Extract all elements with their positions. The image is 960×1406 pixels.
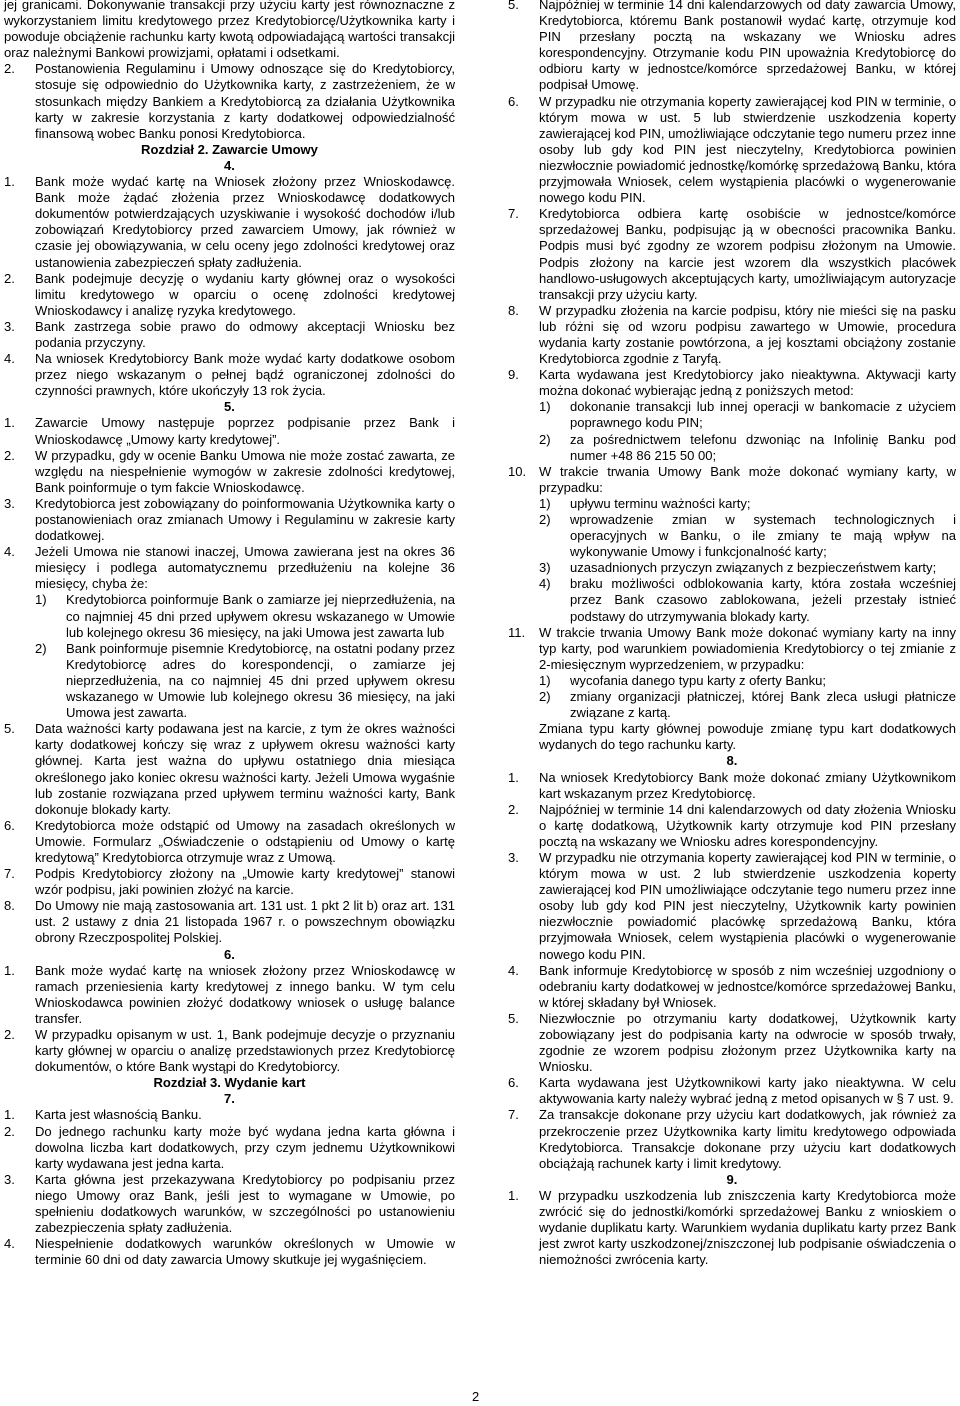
item-number: 5. bbox=[4, 721, 15, 737]
item-number: 2) bbox=[539, 689, 551, 705]
sub-point bbox=[508, 399, 956, 431]
numbered-item bbox=[508, 206, 956, 303]
item-number: 2. bbox=[4, 447, 15, 463]
sub-point bbox=[508, 512, 956, 560]
item-number: 2. bbox=[4, 1027, 15, 1042]
item-number: 2. bbox=[4, 61, 15, 77]
numbered-item bbox=[4, 61, 455, 141]
item-text: Karta jest własnością Banku. bbox=[35, 1107, 202, 1123]
item-number: 7. bbox=[4, 866, 15, 882]
item-text: Karta wydawana jest Użytkownikowi karty jako nieaktywna. W celu aktywowania karty należy wybrać jedną z metod opisanych w § 7 ust. 9. bbox=[539, 1075, 956, 1107]
item-number: 1) bbox=[539, 495, 551, 511]
numbered-item bbox=[508, 1107, 956, 1171]
numbered-item bbox=[4, 415, 455, 447]
item-text: Zawarcie Umowy następuje poprzez podpisanie przez Bank i Wnioskodawcę „Umowy karty kredytowej”. bbox=[35, 415, 455, 447]
item-number: 1. bbox=[508, 1187, 519, 1203]
item-text: Bank zastrzega sobie prawo do odmowy akceptacji Wniosku bez podania przyczyny. bbox=[35, 318, 455, 350]
item-number: 8. bbox=[508, 302, 519, 318]
item-text: W przypadku nie otrzymania koperty zawierającej kod PIN w terminie, o którym mowa w ust. 5 lub stwierdzenie uszkodzenia koperty zawierającej kod PIN, umożliwiające odczytanie tego numeru przez inne osoby lub gdy kod PIN jest nieczytelny, Kredytobiorca powinien niezwłocznie powiadomić jednostkę/komórkę sprzedażową Banku, która przyjmowała Wniosek, celem wystąpienia placówki o wygenerowanie nowego kodu PIN. bbox=[539, 93, 956, 206]
item-text: Bank podejmuje decyzję o wydaniu karty głównej oraz o wysokości limitu kredytowego w oparciu o ocenę zdolności kredytowej Wnioskodawcy i analizę ryzyka kredytowego. bbox=[35, 270, 455, 318]
page-number: 2 bbox=[472, 1389, 480, 1404]
sub-point bbox=[4, 641, 455, 721]
numbered-item bbox=[508, 1188, 956, 1268]
item-text: dokonanie transakcji lub innej operacji w bankomacie z użyciem poprawnego kodu PIN; bbox=[570, 399, 956, 431]
item-number: 6. bbox=[508, 1075, 519, 1091]
sub-point bbox=[508, 689, 956, 721]
indented-paragraph: Zmiana typu karty głównej powoduje zmianę typu kart dodatkowych wydanych do tego rachunku karty. bbox=[539, 721, 956, 753]
item-text: Niespełnienie dodatkowych warunków określonych w Umowie w terminie 60 dni od daty zawarcia Umowy skutkuje jej wygaśnięciem. bbox=[35, 1236, 455, 1268]
item-text: Jeżeli Umowa nie stanowi inaczej, Umowa zawierana jest na okres 36 miesięcy i podlega automatycznemu przedłużeniu na kolejne 36 miesięcy, chyba że: bbox=[35, 544, 455, 592]
numbered-item bbox=[4, 898, 455, 946]
item-number: 5. bbox=[508, 1010, 519, 1026]
item-text: Podpis Kredytobiorcy złożony na „Umowie karty kredytowej” stanowi wzór podpisu, jaki powinien złożyć na karcie. bbox=[35, 866, 455, 898]
item-number: 2) bbox=[539, 512, 551, 527]
item-number: 6. bbox=[508, 93, 519, 109]
item-number: 3. bbox=[4, 1171, 15, 1187]
item-text: W przypadku nie otrzymania koperty zawierającej kod PIN w terminie, o którym mowa w ust. 2 lub stwierdzenie uszkodzenia koperty zawierającej kod PIN umożliwiające odczytanie tego numeru przez inne osoby lub gdy kod PIN jest nieczytelny, Użytkownik karty powinien niezwłocznie powiadomić placówkę sprzedażową Banku, która przyjmowała Wniosek, celem wystąpienia placówki o wygenerowanie nowego kodu PIN. bbox=[539, 849, 956, 962]
numbered-item bbox=[508, 1011, 956, 1075]
item-number: 2) bbox=[35, 640, 47, 656]
item-text: Niezwłocznie po otrzymaniu karty dodatkowej, Użytkownik karty zobowiązany jest do podpisania karty na odwrocie w sposób trwały, zgodnie ze wzorem podpisu złożonym przez Użytkownika karty na Wniosku. bbox=[539, 1010, 956, 1075]
item-text: Karta główna jest przekazywana Kredytobiorcy po podpisaniu przez niego Umowy oraz Bank, jeśli jest to wymagane w Umowie, po spełnieniu dodatkowych warunków, w szczególności po ustanowieniu zabezpieczenia spłaty zadłużenia. bbox=[35, 1171, 455, 1236]
item-text: W przypadku, gdy w ocenie Banku Umowa nie może zostać zawarta, ze względu na niespełnienie wymogów w zakresie zdolności kredytowej, Bank poinformuje o tym fakcie Wnioskodawcę. bbox=[35, 447, 455, 495]
item-text: Najpóźniej w terminie 14 dni kalendarzowych od daty złożenia Wniosku o kartę dodatkową, Użytkownik karty otrzymuje kod PIN przesłany pocztą na wskazany we Wniosku adres korespondencyjny. bbox=[539, 801, 956, 849]
numbered-item bbox=[4, 544, 455, 592]
section-heading: 5. bbox=[224, 399, 235, 415]
numbered-item bbox=[508, 802, 956, 850]
item-number: 3. bbox=[4, 318, 15, 334]
sub-point bbox=[508, 496, 956, 512]
item-text: Kredytobiorca jest zobowiązany do poinformowania Użytkownika karty o postanowieniach oraz zmianach Umowy i Regulaminu w zakresie karty dodatkowej. bbox=[35, 495, 455, 544]
sub-point bbox=[508, 576, 956, 624]
section-heading: 7. bbox=[224, 1091, 235, 1107]
item-text: Kredytobiorca odbiera kartę osobiście w jednostce/komórce sprzedażowej Banku, podpisując ją w obecności pracownika Banku. Podpis musi być zgodny ze wzorem podpisu złożonym na Umowie. Podpis złożony na karcie jest wzorem dla wszystkich placówek handlowo-usługowych akceptujących karty, umożliwiającym autoryzacje transakcji przy użyciu karty. bbox=[539, 206, 956, 302]
numbered-item bbox=[4, 174, 455, 271]
item-text: Kredytobiorca poinformuje Bank o zamiarze jej nieprzedłużenia, na co najmniej 45 dni przed upływem okresu wskazanego w Umowie lub kolejnego okresu 36 miesięcy, na jaki Umowa jest zawarta lub bbox=[66, 592, 455, 640]
numbered-item bbox=[508, 464, 956, 496]
numbered-item bbox=[508, 1075, 956, 1107]
item-text: Do jednego rachunku karty może być wydana jedna karta główna i dowolna liczba kart dodatkowych, przy czym jednemu Użytkownikowi karty wydawana jest jedna karta. bbox=[35, 1123, 455, 1171]
item-number: 1. bbox=[4, 174, 15, 190]
item-number: 1) bbox=[539, 672, 551, 688]
item-text: W przypadku opisanym w ust. 1, Bank podejmuje decyzje o przyznaniu karty głównej w oparciu o analizę przedstawionych przez Kredytobiorcę dokumentów, o które Bank wystąpi do Kredytobiorcy. bbox=[35, 1027, 455, 1075]
item-text: Do Umowy nie mają zastosowania art. 131 ust. 1 pkt 2 lit b) oraz art. 131 ust. 2 ustawy z dnia 21 listopada 1967 r. o powszechnym obowiązku obrony Rzeczpospolitej Polskiej. bbox=[35, 898, 455, 946]
item-text: wprowadzenie zmian w systemach technologicznych i operacyjnych w Banku, o ile zmiany te mają wpływ na wykonywanie Umowy i funkcjonalność karty; bbox=[570, 512, 956, 560]
sub-point bbox=[508, 560, 956, 576]
item-text: W trakcie trwania Umowy Bank może dokonać wymiany karty na inny typ karty, pod warunkiem powiadomienia Kredytobiorcy o tej zmianie z 2-miesięcznym wyprzedzeniem, w przypadku: bbox=[539, 624, 956, 672]
paragraph: jej granicami. Dokonywanie transakcji przy użyciu karty jest równoznaczne z wykorzystaniem limitu kredytowego przez Kredytobiorcę/Użytkownika karty i powoduje obciążenie rachunku karty kwotą odpowiadającą wartości transakcji oraz należnymi Bankowi prowizjami, opłatami i odsetkami. bbox=[4, 0, 455, 61]
numbered-item bbox=[4, 1236, 455, 1268]
item-text: wycofania danego typu karty z oferty Banku; bbox=[570, 672, 827, 688]
item-text: W przypadku złożenia na karcie podpisu, który nie mieści się na pasku lub różni się od wzoru podpisu zawartego w Umowie, procedura wydania karty zostanie powtórzona, a jej kosztami obciążony zostanie Kredytobiorca zgodnie z Taryfą. bbox=[539, 302, 956, 367]
numbered-item bbox=[4, 271, 455, 319]
sub-point bbox=[508, 673, 956, 689]
item-text: za pośrednictwem telefonu dzwoniąc na Infolinię Banku pod numer +48 86 215 50 00; bbox=[570, 431, 956, 463]
item-text: W przypadku uszkodzenia lub zniszczenia karty Kredytobiorca może zwrócić się do jednostki/komórki sprzedażowej Banku z wnioskiem o wydanie duplikatu karty. Warunkiem wydania duplikatu karty przez Bank jest zwrot karty uszkodzonej/zniszczonej lub podpisanie oświadczenia o niemożności zwrócenia karty. bbox=[539, 1187, 956, 1268]
section-heading: Rozdział 2. Zawarcie Umowy bbox=[141, 141, 318, 157]
item-text: Na wniosek Kredytobiorcy Bank może wydać karty dodatkowe osobom przez niego wskazanym o pełnej bądź ograniczonej zdolności do czynności prawnych, które ukończyły 13 rok życia. bbox=[35, 351, 455, 399]
item-number: 3) bbox=[539, 560, 551, 576]
numbered-item bbox=[4, 496, 455, 544]
item-text: braku możliwości odblokowania karty, która została wcześniej przez Bank czasowo zablokowana, jeżeli przestały istnieć podstawy do utrzymywania blokady karty. bbox=[570, 576, 956, 624]
item-text: Data ważności karty podawana jest na karcie, z tym że okres ważności karty dodatkowej kończy się wraz z upływem okresu ważności karty głównej. Karta jest ważna do upływu ostatniego dnia miesiąca określonego jako koniec okresu ważności karty. Jeżeli Umowa wygaśnie lub zostanie rozwiązana przed upływem terminu ważności karty, Bank dokonuje blokady karty. bbox=[35, 721, 455, 817]
numbered-item bbox=[4, 1107, 455, 1123]
numbered-item bbox=[508, 303, 956, 367]
numbered-item bbox=[4, 963, 455, 1027]
item-number: 1) bbox=[539, 399, 551, 415]
numbered-item bbox=[4, 319, 455, 351]
item-number: 1. bbox=[4, 962, 15, 978]
item-number: 4. bbox=[4, 544, 15, 560]
item-number: 4. bbox=[508, 962, 519, 978]
numbered-item bbox=[508, 0, 956, 94]
item-text: Najpóźniej w terminie 14 dni kalendarzowych od daty zawarcia Umowy, Kredytobiorca, któremu Bank postanowił wydać kartę, otrzymuje kod PIN przesłany pocztą na wskazany we Wniosku adres korespondencyjny. Otrzymanie kodu PIN upoważnia Kredytobiorcę do odbioru karty w jednostce/komórce sprzedażowej Banku, w której podpisał Umowę. bbox=[539, 0, 956, 93]
item-number: 8. bbox=[4, 898, 15, 914]
item-text: Bank poinformuje pisemnie Kredytobiorcę, na ostatni podany przez Kredytobiorcę adres do korespondencji, o zamiarze jej nieprzedłużenia, na co najmniej 45 dni przed upływem okresu wskazanego w Umowie lub kolejnego okresu 36 miesięcy, na jaki Umowa jest zawarta. bbox=[66, 640, 455, 721]
item-number: 2. bbox=[4, 270, 15, 286]
item-text: zmiany organizacji płatniczej, której Bank zleca usługi płatnicze związane z kartą. bbox=[570, 689, 956, 721]
sub-point bbox=[4, 592, 455, 640]
item-number: 11. bbox=[508, 624, 526, 640]
numbered-item bbox=[508, 850, 956, 963]
item-number: 3. bbox=[4, 495, 15, 511]
section-heading: 9. bbox=[726, 1171, 738, 1187]
item-text: Za transakcje dokonane przy użyciu kart dodatkowych, jak również za przekroczenie przez Użytkownika karty limitu kredytowego odpowiada Kredytobiorca. Transakcje dokonane przy użyciu kart dodatkowych obciążają rachunek karty i limit kredytowy. bbox=[539, 1107, 956, 1171]
item-text: Bank informuje Kredytobiorcę w sposób z nim wcześniej uzgodniony o odebraniu karty dodatkowej w jednostce/komórce sprzedażowej Banku, w której składany był Wniosek. bbox=[539, 962, 956, 1010]
item-number: 3. bbox=[508, 849, 519, 865]
section-heading: 4. bbox=[224, 157, 235, 173]
item-number: 2. bbox=[4, 1123, 15, 1139]
right-column bbox=[508, 0, 956, 1268]
section-heading: Rozdział 3. Wydanie kart bbox=[153, 1075, 306, 1091]
item-number: 4. bbox=[4, 351, 15, 367]
numbered-item bbox=[508, 963, 956, 1011]
item-number: 2. bbox=[508, 801, 519, 817]
item-text: Karta wydawana jest Kredytobiorcy jako nieaktywna. Aktywacji karty można dokonać wybierając jedną z poniższych metod: bbox=[539, 367, 956, 399]
item-number: 1. bbox=[508, 769, 519, 785]
item-text: W trakcie trwania Umowy Bank może dokonać wymiany karty, w przypadku: bbox=[539, 463, 956, 495]
numbered-item bbox=[4, 818, 455, 866]
item-number: 1. bbox=[4, 1107, 15, 1123]
section-heading: 8. bbox=[726, 753, 738, 769]
numbered-item bbox=[4, 721, 455, 818]
item-number: 5. bbox=[508, 0, 519, 12]
item-text: uzasadnionych przyczyn związanych z bezpieczeństwem karty; bbox=[570, 560, 937, 576]
item-number: 10. bbox=[508, 463, 527, 479]
item-number: 1) bbox=[35, 592, 47, 608]
numbered-item bbox=[508, 770, 956, 802]
item-number: 1. bbox=[4, 415, 15, 431]
item-number: 6. bbox=[4, 817, 15, 833]
numbered-item bbox=[4, 448, 455, 496]
sub-point bbox=[508, 432, 956, 464]
numbered-item bbox=[4, 351, 455, 399]
item-number: 9. bbox=[508, 367, 519, 383]
item-number: 4) bbox=[539, 576, 551, 592]
item-number: 4. bbox=[4, 1236, 15, 1252]
numbered-item bbox=[508, 625, 956, 673]
item-number: 2) bbox=[539, 431, 551, 447]
numbered-item bbox=[4, 866, 455, 898]
numbered-item bbox=[4, 1124, 455, 1172]
item-text: Na wniosek Kredytobiorcy Bank może dokonać zmiany Użytkownikom kart wskazanym przez Kredytobiorcę. bbox=[539, 769, 956, 801]
numbered-item bbox=[508, 367, 956, 399]
numbered-item bbox=[4, 1172, 455, 1236]
item-text: Bank może wydać kartę na wniosek złożony przez Wnioskodawcę w ramach przeniesienia karty kredytowej z innego banku. W tym celu Wnioskodawca powinien złożyć dodatkowy wniosek o usługę balance transfer. bbox=[35, 962, 455, 1026]
left-column bbox=[4, 0, 455, 1268]
item-text: Bank może wydać kartę na Wniosek złożony przez Wnioskodawcę. Bank może żądać złożenia przez Wnioskodawcę dodatkowych dokumentów potwierdzających uzyskiwanie i wysokość dochodów i/lub zobowiązań Kredytobiorcy przed zawarciem Umowy, jak również w czasie jej obowiązywania, w celu oceny jego zdolności kredytowej oraz ustanowienia zabezpieczeń spłaty zadłużenia. bbox=[35, 174, 455, 270]
item-text: Kredytobiorca może odstąpić od Umowy na zasadach określonych w Umowie. Formularz „Oświadczenie o odstąpieniu od Umowy o kartę kredytową” Kredytobiorca otrzymuje wraz z Umową. bbox=[35, 817, 455, 865]
numbered-item bbox=[4, 1027, 455, 1075]
item-number: 7. bbox=[508, 206, 519, 222]
section-heading: 6. bbox=[224, 946, 235, 962]
item-number: 7. bbox=[508, 1107, 519, 1123]
numbered-item bbox=[508, 94, 956, 207]
item-text: Postanowienia Regulaminu i Umowy odnoszące się do Kredytobiorcy, stosuje się odpowiednio do Użytkownika karty, z zastrzeżeniem, że w stosunkach między Bankiem a Kredytobiorcą za działania Użytkownika karty w zakresie korzystania z karty dodatkowej odpowiedzialność finansową wobec Banku ponosi Kredytobiorca. bbox=[35, 61, 455, 141]
item-text: upływu terminu ważności karty; bbox=[570, 495, 751, 511]
